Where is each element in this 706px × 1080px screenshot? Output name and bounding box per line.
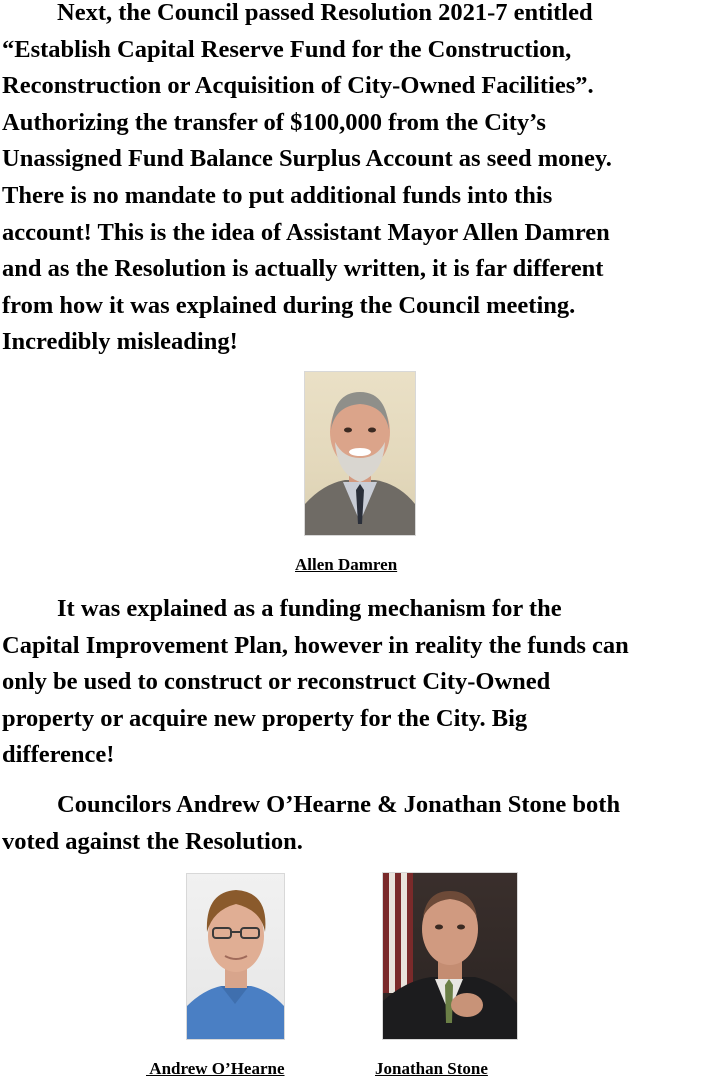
portrait-illustration: [187, 874, 284, 1039]
jonathan-stone-caption: Jonathan Stone: [375, 1059, 488, 1078]
portrait-illustration: [383, 873, 517, 1039]
paragraph-vote: Councilors Andrew O’Hearne & Jonathan Stone both voted against the Resolution.: [2, 791, 621, 855]
paragraph-resolution: Next, the Council passed Resolution 2021-7 entitled “Establish Capital Reserve Fund for the Construction, Reconstruction or Acquisition of City-Owned Facilities”. Authorizing the transfer of $100,000 from the City’s Unassigned Fund Balance Surplus Account as seed money. There is no mandate to put additional funds into this account! This is the idea of Assistant Mayor Allen Damren and as the Resolution is actually written, it is far different from how it was explained during the Council meeting. Incredibly misleading!: [2, 0, 612, 356]
paragraph-explanation: It was explained as a funding mechanism for the Capital Improvement Plan, however in reality the funds can only be used to construct or reconstruct City-Owned property or acquire new property for the City. Big difference!: [2, 595, 629, 769]
allen-damren-caption: Allen Damren: [295, 555, 398, 574]
allen-damren-photo: [304, 371, 416, 536]
andrew-ohearne-photo: [186, 873, 285, 1040]
andrew-ohearne-caption: Andrew O’Hearne: [146, 1059, 285, 1078]
jonathan-stone-photo: [382, 872, 518, 1040]
portrait-illustration: [305, 372, 415, 535]
